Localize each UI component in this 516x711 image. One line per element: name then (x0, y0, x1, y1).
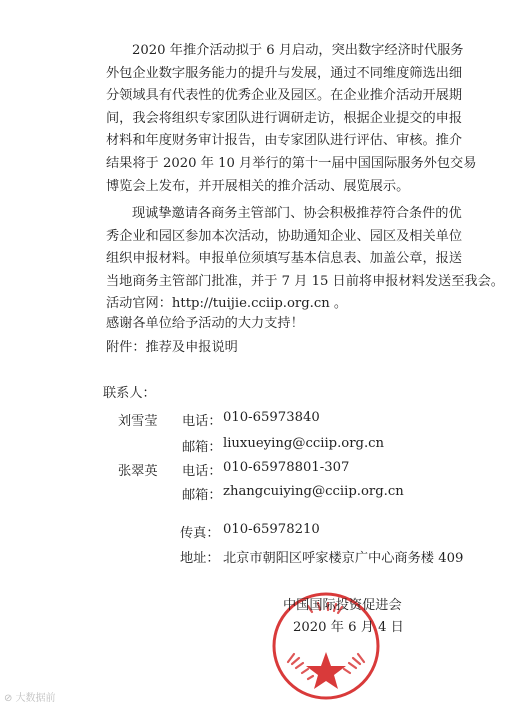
contact-name: 张翠英 (118, 464, 158, 479)
contacts-heading: 联系人： (103, 386, 156, 401)
attachment-line: 附件：推荐及申报说明 (106, 340, 238, 355)
text-line: 现诚挚邀请各商务主管部门、协会积极推荐符合条件的优 (132, 206, 462, 221)
address-value: 北京市朝阳区呼家楼京广中心商务楼 409 (223, 551, 464, 566)
phone-label: 电话： (182, 414, 222, 429)
address-label: 地址： (180, 551, 220, 566)
paragraph-thanks (106, 313, 466, 336)
paragraph-activity-intro (106, 40, 477, 198)
text-line: 当地商务主管部门批准，并于 7 月 15 日前将申报材料发送至我会。 (106, 273, 504, 289)
paragraph-invitation (106, 203, 504, 316)
text-line: 间，我会将组织专家团队进行调研走访，根据企业提交的申报 (106, 110, 463, 126)
text-line: 活动官网：http://tuijie.cciip.org.cn 。 (106, 296, 348, 312)
seal-star-icon (306, 652, 346, 689)
text-line: 外包企业数字服务能力的提升与发展，通过不同维度筛选出细 (106, 65, 463, 81)
signature-date: 2020 年 6 月 4 日 (293, 620, 404, 635)
email-label: 邮箱： (182, 440, 222, 455)
fax-value: 010-65978210 (223, 522, 320, 537)
contact-name: 刘雪莹 (118, 414, 158, 429)
email-label: 邮箱： (182, 488, 222, 503)
email-value: zhangcuiying@cciip.org.cn (223, 484, 404, 499)
email-value: liuxueying@cciip.org.cn (223, 436, 385, 451)
text-line: 材料和年度财务审计报告，由专家团队进行评估、审核。推介 (106, 133, 463, 149)
text-line: 秀企业和园区参加本次活动，协助通知企业、园区及相关单位 (106, 228, 463, 244)
phone-value: 010-65973840 (223, 410, 320, 425)
phone-value: 010-65978801-307 (223, 460, 350, 475)
text-line: 博览会上发布，并开展相关的推介活动、展览展示。 (106, 178, 410, 194)
text-line: 感谢各单位给予活动的大力支持！ (106, 316, 304, 331)
signature-organization: 中国国际投资促进会 (283, 598, 402, 613)
text-line: 2020 年推介活动拟于 6 月启动，突出数字经济时代服务 (132, 43, 464, 58)
text-line: 结果将于 2020 年 10 月举行的第十一届中国国际服务外包交易 (106, 155, 477, 171)
paragraph-attachment (106, 337, 466, 360)
seal-text-strokes-right (344, 654, 364, 673)
text-line: 组织申报材料。申报单位须填写基本信息表、加盖公章，报送 (106, 251, 463, 267)
fax-label: 传真： (180, 526, 220, 541)
phone-label: 电话： (182, 464, 222, 479)
watermark: ⊘ 大数据前 (4, 693, 56, 704)
text-line: 分领域具有代表性的优秀企业及园区。在企业推介活动开展期 (106, 88, 463, 104)
